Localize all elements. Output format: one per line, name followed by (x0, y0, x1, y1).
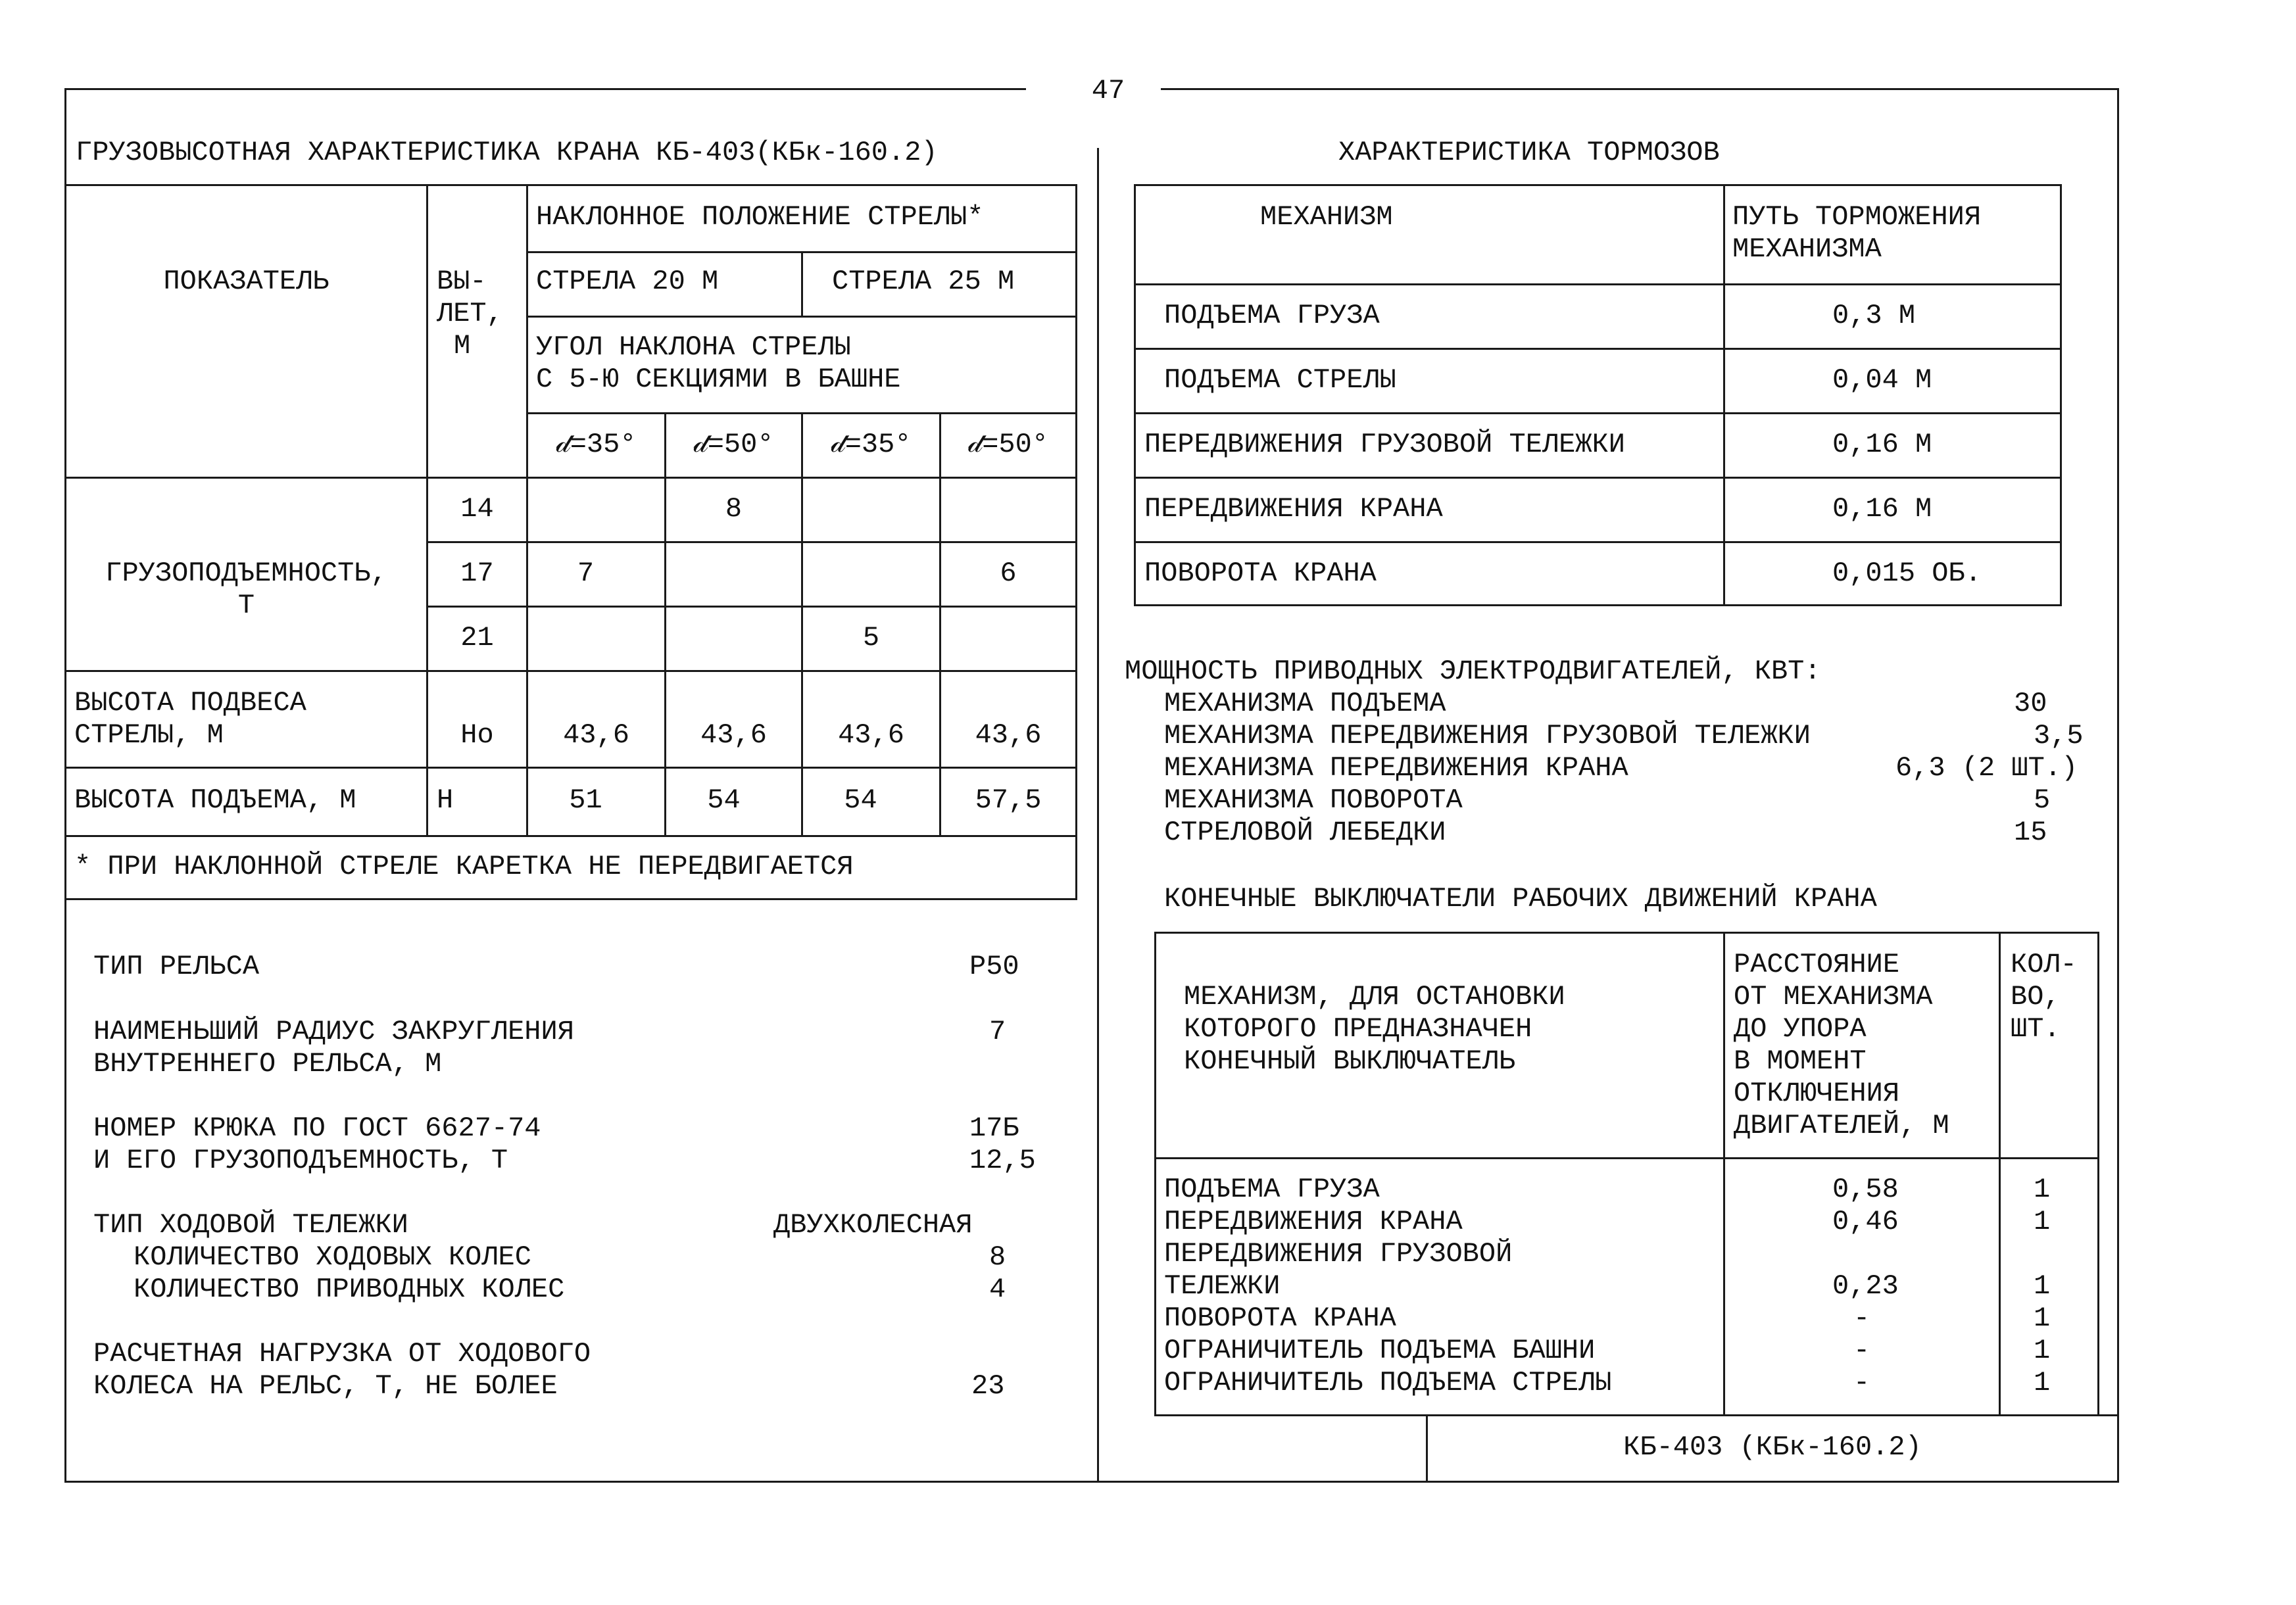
suspension-cell: 43,6 (975, 719, 1042, 751)
limit-row-distance: - (1853, 1367, 1870, 1399)
frame-center-divider (1097, 148, 1099, 1483)
rail-type-label: ТИП РЕЛЬСА (93, 951, 260, 982)
limit-col-distance-4: В МОМЕНТ (1734, 1045, 1867, 1077)
hook-label-2: И ЕГО ГРУЗОПОДЪЕМНОСТЬ, Т (93, 1145, 508, 1176)
wheels-value: 8 (989, 1241, 1006, 1273)
lift-table-line (664, 412, 666, 835)
motor-name: МЕХАНИЗМА ПЕРЕДВИЖЕНИЯ КРАНА (1164, 752, 1628, 784)
rail-type-value: Р50 (969, 951, 1019, 982)
brakes-line (1134, 348, 2062, 350)
motors-title: МОЩНОСТЬ ПРИВОДНЫХ ЭЛЕКТРОДВИГАТЕЛЕЙ, КВТ: (1125, 656, 1821, 687)
brakes-line (1134, 283, 2062, 285)
angle-header-1: УГОЛ НАКЛОНА СТРЕЛЫ (536, 331, 851, 363)
brakes-col-mechanism: МЕХАНИЗМ (1260, 201, 1393, 233)
limit-row-distance: - (1853, 1335, 1870, 1366)
limit-row-distance: 0,23 (1832, 1270, 1899, 1302)
limit-row-distance: 0,46 (1832, 1206, 1899, 1237)
lift-height-label: ВЫСОТА ПОДЪЕМА, М (74, 784, 356, 816)
bogie-label: ТИП ХОДОВОЙ ТЕЛЕЖКИ (93, 1209, 408, 1241)
limit-line (1154, 932, 2099, 934)
limit-line (1999, 932, 2001, 1416)
lift-height-cell: 57,5 (975, 784, 1042, 816)
frame-top-right (1161, 88, 2119, 90)
motor-value: 6,3 (2 ШТ.) (1895, 752, 2078, 784)
capacity-cell: 6 (1000, 558, 1017, 589)
brakes-title: ХАРАКТЕРИСТИКА ТОРМОЗОВ (1338, 137, 1720, 168)
suspension-label-2: СТРЕЛЫ, М (74, 719, 224, 751)
title-block-stamp: КБ-403 (КБк-160.2) (1623, 1431, 1922, 1463)
frame-bottom (64, 1481, 2119, 1483)
limit-col-count-3: ШТ. (2011, 1013, 2061, 1045)
radius-label-1: НАИМЕНЬШИЙ РАДИУС ЗАКРУГЛЕНИЯ (93, 1016, 574, 1047)
capacity-cell: 7 (577, 558, 595, 589)
brake-row-value: 0,3 М (1832, 300, 1916, 331)
capacity-label-1: ГРУЗОПОДЪЕМНОСТЬ, (105, 558, 387, 589)
lift-table-line (426, 606, 1077, 608)
bogie-value: ДВУХКОЛЕСНАЯ (773, 1209, 973, 1241)
motor-value: 5 (2034, 784, 2051, 816)
suspension-cell: 43,6 (700, 719, 767, 751)
brakes-line (1134, 184, 2062, 186)
limit-row-name: ПОВОРОТА КРАНА (1164, 1303, 1396, 1334)
brake-row-value: 0,16 М (1832, 493, 1932, 525)
drive-wheels-label: КОЛИЧЕСТВО ПРИВОДНЫХ КОЛЕС (134, 1274, 565, 1305)
suspension-cell: 43,6 (563, 719, 629, 751)
angle-header-2: С 5-Ю СЕКЦИЯМИ В БАШНЕ (536, 364, 901, 395)
limit-col-distance-6: ДВИГАТЕЛЕЙ, М (1734, 1110, 1949, 1141)
motor-name: СТРЕЛОВОЙ ЛЕБЕДКИ (1164, 817, 1446, 848)
limit-switches-title: КОНЕЧНЫЕ ВЫКЛЮЧАТЕЛИ РАБОЧИХ ДВИЖЕНИЙ КРАНА (1164, 883, 1877, 915)
lift-table-title: ГРУЗОВЫСОТНАЯ ХАРАКТЕРИСТИКА КРАНА КБ-403(КБк-160.2) (76, 137, 938, 168)
col-inclined-header: НАКЛОННОЕ ПОЛОЖЕНИЕ СТРЕЛЫ* (536, 201, 984, 233)
angle-col-4: 𝒹=50° (967, 429, 1049, 460)
brakes-line (1134, 184, 1136, 606)
limit-line (1723, 932, 1725, 1416)
limit-row-count: 1 (2034, 1303, 2051, 1334)
limit-line (1154, 1157, 2099, 1159)
limit-col-mechanism-1: МЕХАНИЗМ, ДЛЯ ОСТАНОВКИ (1184, 981, 1565, 1013)
lift-table-line (939, 412, 941, 835)
limit-row-name: ОГРАНИЧИТЕЛЬ ПОДЪЕМА СТРЕЛЫ (1164, 1367, 1612, 1399)
boom-20-header: СТРЕЛА 20 М (536, 266, 719, 297)
motor-name: МЕХАНИЗМА ПОДЪЕМА (1164, 688, 1446, 719)
lift-table-line (64, 767, 1077, 769)
capacity-label-2: Т (237, 590, 255, 621)
wheels-label: КОЛИЧЕСТВО ХОДОВЫХ КОЛЕС (134, 1241, 531, 1273)
lift-table-line (64, 670, 1077, 672)
limit-line (1154, 932, 1156, 1416)
lift-table-line (1075, 184, 1077, 900)
brakes-line (1134, 477, 2062, 479)
lift-table-line (526, 316, 1077, 318)
brake-row-value: 0,04 М (1832, 364, 1932, 396)
brakes-line (1134, 541, 2062, 543)
limit-col-distance-1: РАССТОЯНИЕ (1734, 949, 1900, 980)
angle-col-3: 𝒹=35° (831, 429, 912, 460)
brakes-line (1723, 184, 1725, 606)
page-number: 47 (1091, 75, 1125, 107)
limit-row-count: 1 (2034, 1206, 2051, 1237)
reach-cell: 21 (460, 622, 494, 654)
capacity-cell: 8 (725, 493, 743, 525)
limit-row-name: ТЕЛЕЖКИ (1164, 1270, 1281, 1302)
limit-row-count: 1 (2034, 1367, 2051, 1399)
lift-table-line (426, 541, 1077, 543)
limit-row-distance: 0,58 (1832, 1174, 1899, 1205)
limit-row-name: ПЕРЕДВИЖЕНИЯ ГРУЗОВОЙ (1164, 1238, 1513, 1270)
lift-height-cell: 54 (844, 784, 877, 816)
lift-table-line (64, 184, 1077, 186)
reach-cell: 17 (460, 558, 494, 589)
limit-row-count: 1 (2034, 1174, 2051, 1205)
wheel-load-value: 23 (971, 1370, 1005, 1402)
suspension-symbol: Но (460, 719, 494, 751)
lift-table-line (801, 251, 803, 316)
angle-col-1: 𝒹=35° (556, 429, 637, 460)
suspension-label-1: ВЫСОТА ПОДВЕСА (74, 687, 306, 719)
brake-row-value: 0,015 ОБ. (1832, 558, 1982, 589)
col-reach-header-3: М (454, 330, 471, 362)
limit-col-distance-2: ОТ МЕХАНИЗМА (1734, 981, 1933, 1013)
motor-value: 15 (2014, 817, 2047, 848)
lift-table-line (64, 477, 1077, 479)
lift-table-line (64, 898, 1077, 900)
motor-name: МЕХАНИЗМА ПЕРЕДВИЖЕНИЯ ГРУЗОВОЙ ТЕЛЕЖКИ (1164, 720, 1811, 752)
lift-height-symbol: Н (437, 784, 454, 816)
wheel-load-label-1: РАСЧЕТНАЯ НАГРУЗКА ОТ ХОДОВОГО (93, 1338, 591, 1370)
brake-row-name: ПЕРЕДВИЖЕНИЯ КРАНА (1144, 493, 1443, 525)
limit-col-distance-5: ОТКЛЮЧЕНИЯ (1734, 1078, 1900, 1109)
limit-col-count-2: ВО, (2011, 981, 2061, 1013)
limit-row-count: 1 (2034, 1270, 2051, 1302)
brake-row-name: ПЕРЕДВИЖЕНИЯ ГРУЗОВОЙ ТЕЛЕЖКИ (1144, 429, 1625, 460)
limit-row-name: ОГРАНИЧИТЕЛЬ ПОДЪЕМА БАШНИ (1164, 1335, 1596, 1366)
limit-row-name: ПОДЪЕМА ГРУЗА (1164, 1174, 1380, 1205)
lift-height-cell: 51 (569, 784, 602, 816)
reach-cell: 14 (460, 493, 494, 525)
lift-table-footnote: * ПРИ НАКЛОННОЙ СТРЕЛЕ КАРЕТКА НЕ ПЕРЕДВИГАЕТСЯ (74, 851, 854, 882)
limit-row-name: ПЕРЕДВИЖЕНИЯ КРАНА (1164, 1206, 1463, 1237)
suspension-cell: 43,6 (838, 719, 904, 751)
radius-label-2: ВНУТРЕННЕГО РЕЛЬСА, М (93, 1048, 442, 1080)
col-reach-header-2: ЛЕТ, (437, 298, 503, 329)
limit-col-count-1: КОЛ- (2011, 949, 2077, 980)
motor-value: 30 (2014, 688, 2047, 719)
frame-right (2117, 88, 2119, 1483)
lift-table-line (64, 835, 1077, 837)
wheel-load-label-2: КОЛЕСА НА РЕЛЬС, Т, НЕ БОЛЕЕ (93, 1370, 558, 1402)
limit-col-distance-3: ДО УПОРА (1734, 1013, 1867, 1045)
brakes-line (2060, 184, 2062, 606)
capacity-cell: 5 (862, 622, 880, 654)
limit-line (1154, 1414, 2119, 1416)
limit-row-distance: - (1853, 1303, 1870, 1334)
radius-value: 7 (989, 1016, 1006, 1047)
col-indicator-header: ПОКАЗАТЕЛЬ (163, 266, 330, 297)
brakes-col-distance-1: ПУТЬ ТОРМОЖЕНИЯ (1732, 201, 1982, 233)
limit-line (2097, 932, 2099, 1416)
limit-col-mechanism-2: КОТОРОГО ПРЕДНАЗНАЧЕН (1184, 1013, 1532, 1045)
brakes-line (1134, 604, 2062, 606)
hook-capacity: 12,5 (969, 1145, 1036, 1176)
brake-row-value: 0,16 М (1832, 429, 1932, 460)
hook-label-1: НОМЕР КРЮКА ПО ГОСТ 6627-74 (93, 1113, 541, 1144)
brakes-line (1134, 412, 2062, 414)
hook-number: 17Б (969, 1113, 1019, 1144)
motor-name: МЕХАНИЗМА ПОВОРОТА (1164, 784, 1463, 816)
brake-row-name: ПОДЪЕМА СТРЕЛЫ (1164, 364, 1396, 396)
angle-col-2: 𝒹=50° (693, 429, 774, 460)
drive-wheels-value: 4 (989, 1274, 1006, 1305)
col-reach-header-1: ВЫ- (437, 266, 487, 297)
brakes-col-distance-2: МЕХАНИЗМА (1732, 233, 1882, 265)
brake-row-name: ПОВОРОТА КРАНА (1144, 558, 1377, 589)
motor-value: 3,5 (2034, 720, 2084, 752)
brake-row-name: ПОДЪЕМА ГРУЗА (1164, 300, 1380, 331)
boom-25-header: СТРЕЛА 25 М (832, 266, 1015, 297)
limit-row-count: 1 (2034, 1335, 2051, 1366)
limit-col-mechanism-3: КОНЕЧНЫЙ ВЫКЛЮЧАТЕЛЬ (1184, 1045, 1516, 1077)
lift-height-cell: 54 (707, 784, 741, 816)
frame-top-left (64, 88, 1026, 90)
